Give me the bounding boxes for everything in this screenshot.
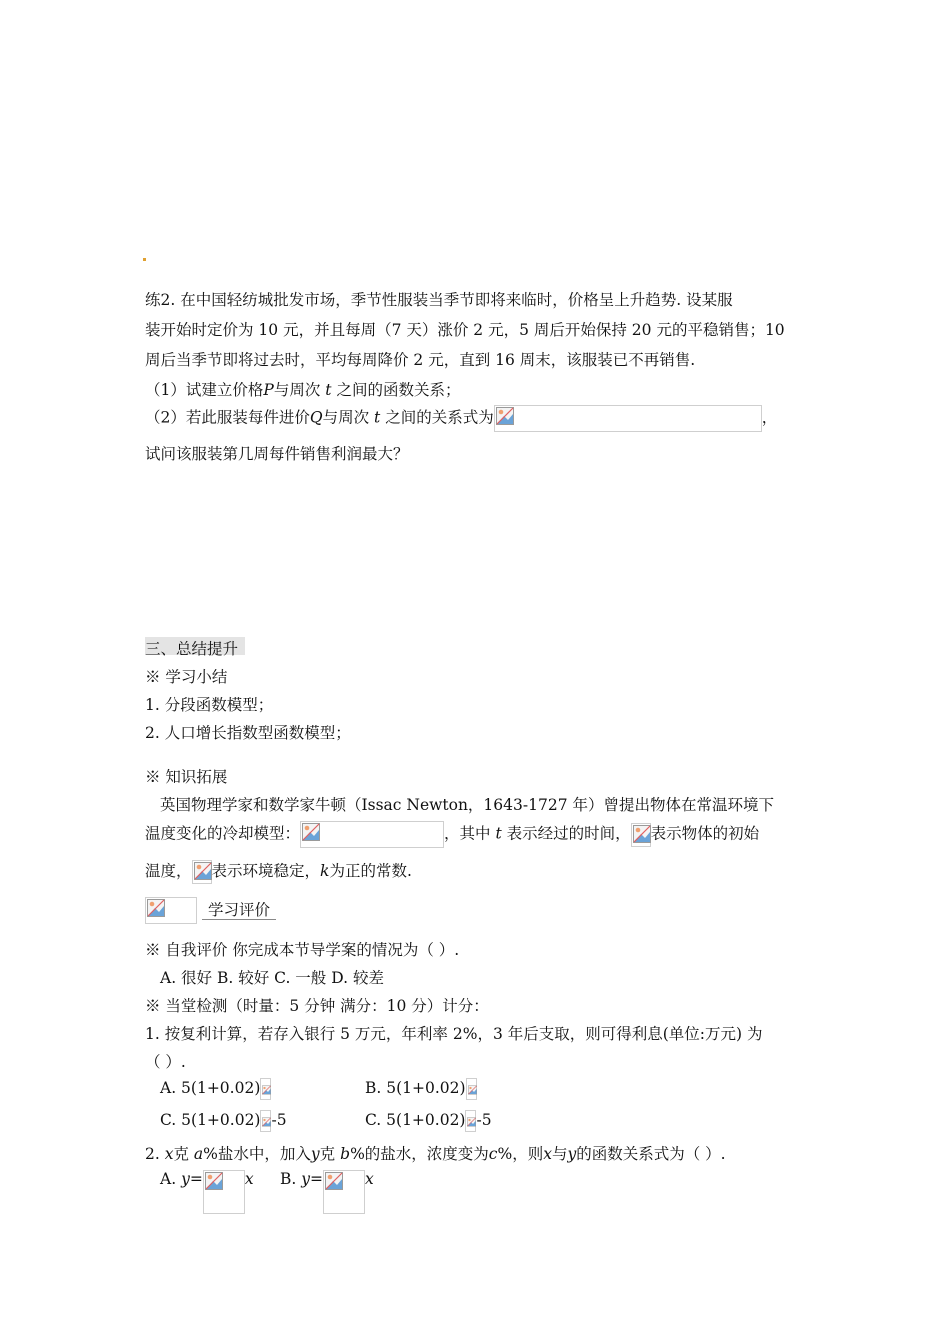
broken-image-icon <box>262 1080 271 1100</box>
q1-text-b: 与周次 <box>273 381 321 399</box>
extension-title: ※ 知识拓展 <box>145 768 228 786</box>
q1-text-a: （1）试建立价格 <box>145 381 264 399</box>
exercise2-line2: 装开始时定价为 10 元，并且每周（7 天）涨价 2 元，5 周后开始保持 20 元的平稳销售；10 <box>145 321 785 339</box>
marker-dot <box>143 258 146 261</box>
q1-option-a <box>160 1078 271 1100</box>
summary-item-1: 1. 分段函数模型； <box>145 696 274 714</box>
broken-image-icon <box>194 862 212 880</box>
q2-var-a: a <box>193 1145 204 1163</box>
exercise2-line3: 周后当季节即将过去时，平均每周降价 2 元，直到 16 周末，该服装已不再销售. <box>145 351 696 369</box>
q2-option-b-y: y <box>301 1170 311 1188</box>
check-q1-line1: 1. 按复利计算，若存入银行 5 万元，年利率 2%，3 年后支取，则可得利息(单位:万元) 为 <box>145 1025 763 1043</box>
fraction-image <box>323 1170 365 1214</box>
section3-heading: 三、总结提升 <box>145 640 239 658</box>
extension-line2 <box>145 821 759 848</box>
broken-image-icon <box>147 899 165 917</box>
broken-image-icon <box>302 823 320 841</box>
formula-image-placeholder <box>494 405 762 432</box>
extension-line1: 英国物理学家和数学家牛顿（Issac Newton，1643-1727 年）曾提出物体在常温环境下 <box>160 796 774 814</box>
exponent-image <box>260 1078 271 1100</box>
q1-option-c-text: C. 5(1+0.02) <box>160 1111 261 1129</box>
q2-option-a-y: y <box>181 1170 190 1188</box>
q2-option-a-label: A. <box>160 1170 177 1188</box>
q2-text-f: %，则 <box>497 1145 544 1163</box>
q2-option-b-eq: = <box>310 1170 324 1188</box>
q2-text-c: %盐水中，加入 <box>203 1145 311 1163</box>
q1-text-c: 之间的函数关系； <box>336 381 461 399</box>
cooling-model-formula-image <box>300 821 444 848</box>
broken-image-icon <box>468 1080 477 1100</box>
q2-option-b-label: B. <box>280 1170 297 1188</box>
q2-text-h: 的函数关系式为（ ）. <box>576 1145 726 1163</box>
self-eval-title: ※ 自我评价 你完成本节导学案的情况为（ ）. <box>145 941 460 959</box>
broken-image-icon <box>467 1112 476 1132</box>
exercise2-q2 <box>145 405 777 432</box>
q2-var-x: x <box>164 1145 174 1163</box>
q2-text-a: （2）若此服装每件进价 <box>145 408 310 427</box>
q1-option-d-tail: -5 <box>476 1111 492 1129</box>
ext-line3-b: 表示环境稳定， <box>211 862 321 880</box>
theta1-image <box>631 823 651 847</box>
exercise2-line1: 练2. 在中国轻纺城批发市场，季节性服装当季节即将来临时，价格呈上升趋势. 设某服 <box>145 291 733 309</box>
q2-option-a-x: x <box>244 1170 254 1188</box>
exponent-image <box>465 1110 476 1132</box>
broken-image-icon <box>325 1172 343 1190</box>
theta0-image <box>192 860 212 884</box>
q2-comma: ， <box>761 408 778 427</box>
ext-line2-a: 温度变化的冷却模型： <box>145 824 301 843</box>
q1-option-c-tail: -5 <box>271 1111 287 1129</box>
q1-var-p: P <box>263 381 274 399</box>
ext-line3-c: 为正的常数. <box>329 862 412 880</box>
q2-option-a <box>160 1170 254 1214</box>
q2-num: 2. <box>145 1145 165 1163</box>
extension-line3 <box>145 859 412 884</box>
q1-option-d-text: C. 5(1+0.02) <box>365 1111 466 1129</box>
evaluation-heading-row <box>145 897 276 924</box>
q2-text-d: 克 <box>319 1145 336 1163</box>
q2-text-b: 与周次 <box>322 408 370 427</box>
q2-var-t: t <box>374 408 381 427</box>
q1-var-t: t <box>325 381 332 399</box>
check-q1-line2: （ ）. <box>145 1053 186 1071</box>
q1-option-b-text: B. 5(1+0.02) <box>365 1079 466 1097</box>
summary-title: ※ 学习小结 <box>145 668 228 686</box>
q2-text-b: 克 <box>173 1145 189 1163</box>
exponent-image <box>466 1078 477 1100</box>
q2-option-a-eq: = <box>189 1170 203 1188</box>
broken-image-icon <box>205 1172 223 1190</box>
q2-var-y2: y <box>567 1145 577 1163</box>
exponent-image <box>260 1110 271 1132</box>
q2-option-b <box>280 1170 374 1214</box>
q2-var-b: b <box>340 1145 351 1163</box>
q2-text-g: 与 <box>551 1145 568 1163</box>
broken-image-icon <box>262 1112 271 1132</box>
ext-line2-c: 表示经过的时间， <box>506 824 631 843</box>
q2-var-c: c <box>488 1145 498 1163</box>
self-eval-options: A. 很好 B. 较好 C. 一般 D. 较差 <box>160 969 384 987</box>
q2-text-c: 之间的关系式为 <box>385 408 494 427</box>
summary-item-2: 2. 人口增长指数型函数模型； <box>145 724 351 742</box>
evaluation-heading: 学习评价 <box>202 901 276 920</box>
q2-var-y: y <box>310 1145 320 1163</box>
ext-var-t: t <box>495 824 502 843</box>
exercise2-q2-line2: 试问该服装第几周每件销售利润最大？ <box>145 445 409 463</box>
check-title: ※ 当堂检测（时量：5 分钟 满分：10 分）计分： <box>145 997 489 1015</box>
q2-var-q: Q <box>309 408 323 427</box>
ext-line2-d: 表示物体的初始 <box>650 824 760 843</box>
ext-line3-a: 温度， <box>145 862 192 880</box>
q2-text-e: %的盐水，浓度变为 <box>350 1145 489 1163</box>
check-q2 <box>145 1142 726 1164</box>
ext-line2-b: ，其中 <box>444 824 491 843</box>
q2-option-b-x: x <box>365 1170 374 1188</box>
q1-option-a-text: A. 5(1+0.02) <box>160 1079 261 1097</box>
evaluation-icon-image <box>145 897 197 924</box>
ext-var-k: k <box>320 862 330 880</box>
broken-image-icon <box>496 407 514 425</box>
q1-option-d <box>365 1110 492 1132</box>
broken-image-icon <box>633 825 651 843</box>
exercise2-q1 <box>145 378 460 400</box>
q2-var-x2: x <box>543 1145 552 1163</box>
q1-option-b <box>365 1078 477 1100</box>
q1-option-c <box>160 1110 287 1132</box>
fraction-image <box>203 1170 245 1214</box>
